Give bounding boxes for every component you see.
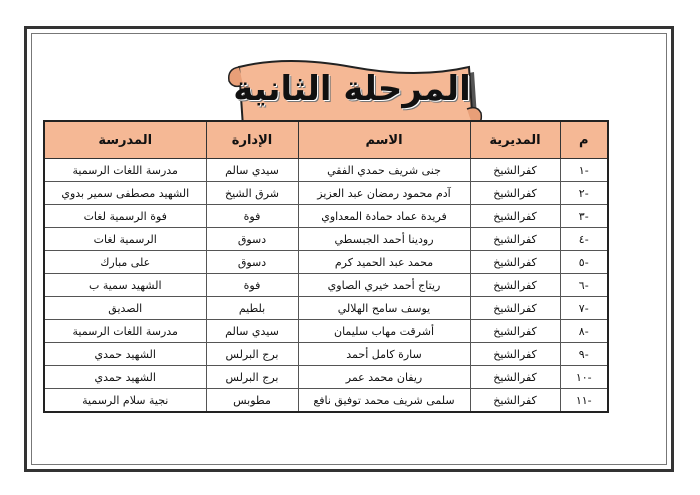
table-row bbox=[44, 251, 608, 274]
cell-administration: شرق الشيخ bbox=[206, 182, 298, 205]
cell-name: يوسف سامح الهلالي bbox=[298, 297, 470, 320]
cell-administration: برج البرلس bbox=[206, 343, 298, 366]
cell-directorate: كفرالشيخ bbox=[470, 251, 560, 274]
table-row bbox=[44, 366, 608, 389]
cell-school: مدرسة اللغات الرسمية bbox=[44, 320, 206, 343]
cell-school: مدرسة اللغات الرسمية bbox=[44, 159, 206, 182]
header-index: م bbox=[560, 121, 608, 159]
cell-administration: برج البرلس bbox=[206, 366, 298, 389]
cell-name: رودينا أحمد الجبسطي bbox=[298, 228, 470, 251]
cell-directorate: كفرالشيخ bbox=[470, 343, 560, 366]
table-row bbox=[44, 343, 608, 366]
cell-num: -١٠ bbox=[560, 366, 608, 389]
cell-administration: مطوبس bbox=[206, 389, 298, 413]
cell-name: أشرقت مهاب سليمان bbox=[298, 320, 470, 343]
cell-school: الشهيد سمية ب bbox=[44, 274, 206, 297]
cell-administration: بلطيم bbox=[206, 297, 298, 320]
table-row bbox=[44, 228, 608, 251]
cell-name: سلمى شريف محمد توفيق نافع bbox=[298, 389, 470, 413]
cell-administration: دسوق bbox=[206, 228, 298, 251]
cell-num: -٤ bbox=[560, 228, 608, 251]
header-administration: الإدارة bbox=[206, 121, 298, 159]
page-title: المرحلة الثانية bbox=[233, 69, 471, 109]
table-row bbox=[44, 389, 608, 413]
cell-name: محمد عبد الحميد كرم bbox=[298, 251, 470, 274]
cell-directorate: كفرالشيخ bbox=[470, 297, 560, 320]
cell-name: آدم محمود رمضان عبد العزيز bbox=[298, 182, 470, 205]
cell-administration: فوة bbox=[206, 274, 298, 297]
cell-directorate: كفرالشيخ bbox=[470, 274, 560, 297]
table-row bbox=[44, 182, 608, 205]
cell-directorate: كفرالشيخ bbox=[470, 228, 560, 251]
cell-name: فريدة عماد حمادة المعداوي bbox=[298, 205, 470, 228]
cell-school: نجية سلام الرسمية bbox=[44, 389, 206, 413]
cell-directorate: كفرالشيخ bbox=[470, 320, 560, 343]
table-row bbox=[44, 297, 608, 320]
table-header-row bbox=[44, 121, 608, 159]
cell-school: الصديق bbox=[44, 297, 206, 320]
cell-num: -٩ bbox=[560, 343, 608, 366]
cell-directorate: كفرالشيخ bbox=[470, 205, 560, 228]
cell-school: الشهيد مصطفى سمير بدوي bbox=[44, 182, 206, 205]
students-table bbox=[43, 120, 609, 413]
cell-num: -٧ bbox=[560, 297, 608, 320]
cell-school: الرسمية لغات bbox=[44, 228, 206, 251]
cell-directorate: كفرالشيخ bbox=[470, 389, 560, 413]
cell-name: ريفان محمد عمر bbox=[298, 366, 470, 389]
cell-school: فوة الرسمية لغات bbox=[44, 205, 206, 228]
table-row bbox=[44, 320, 608, 343]
header-name: الاسم bbox=[298, 121, 470, 159]
header-directorate: المديرية bbox=[470, 121, 560, 159]
cell-num: -٨ bbox=[560, 320, 608, 343]
cell-directorate: كفرالشيخ bbox=[470, 366, 560, 389]
cell-administration: سيدي سالم bbox=[206, 159, 298, 182]
cell-directorate: كفرالشيخ bbox=[470, 159, 560, 182]
cell-school: على مبارك bbox=[44, 251, 206, 274]
table-row bbox=[44, 205, 608, 228]
cell-num: -٦ bbox=[560, 274, 608, 297]
cell-name: سارة كامل أحمد bbox=[298, 343, 470, 366]
cell-num: -٥ bbox=[560, 251, 608, 274]
table-body bbox=[44, 159, 608, 413]
cell-school: الشهيد حمدي bbox=[44, 343, 206, 366]
header-school: المدرسة bbox=[44, 121, 206, 159]
cell-num: -١١ bbox=[560, 389, 608, 413]
table-row bbox=[44, 274, 608, 297]
cell-num: -٣ bbox=[560, 205, 608, 228]
cell-num: -١ bbox=[560, 159, 608, 182]
cell-administration: فوة bbox=[206, 205, 298, 228]
cell-school: الشهيد حمدي bbox=[44, 366, 206, 389]
table-row bbox=[44, 159, 608, 182]
cell-administration: سيدي سالم bbox=[206, 320, 298, 343]
cell-name: ريتاج أحمد خيري الصاوي bbox=[298, 274, 470, 297]
cell-administration: دسوق bbox=[206, 251, 298, 274]
cell-name: جنى شريف حمدي الفقي bbox=[298, 159, 470, 182]
cell-directorate: كفرالشيخ bbox=[470, 182, 560, 205]
cell-num: -٢ bbox=[560, 182, 608, 205]
